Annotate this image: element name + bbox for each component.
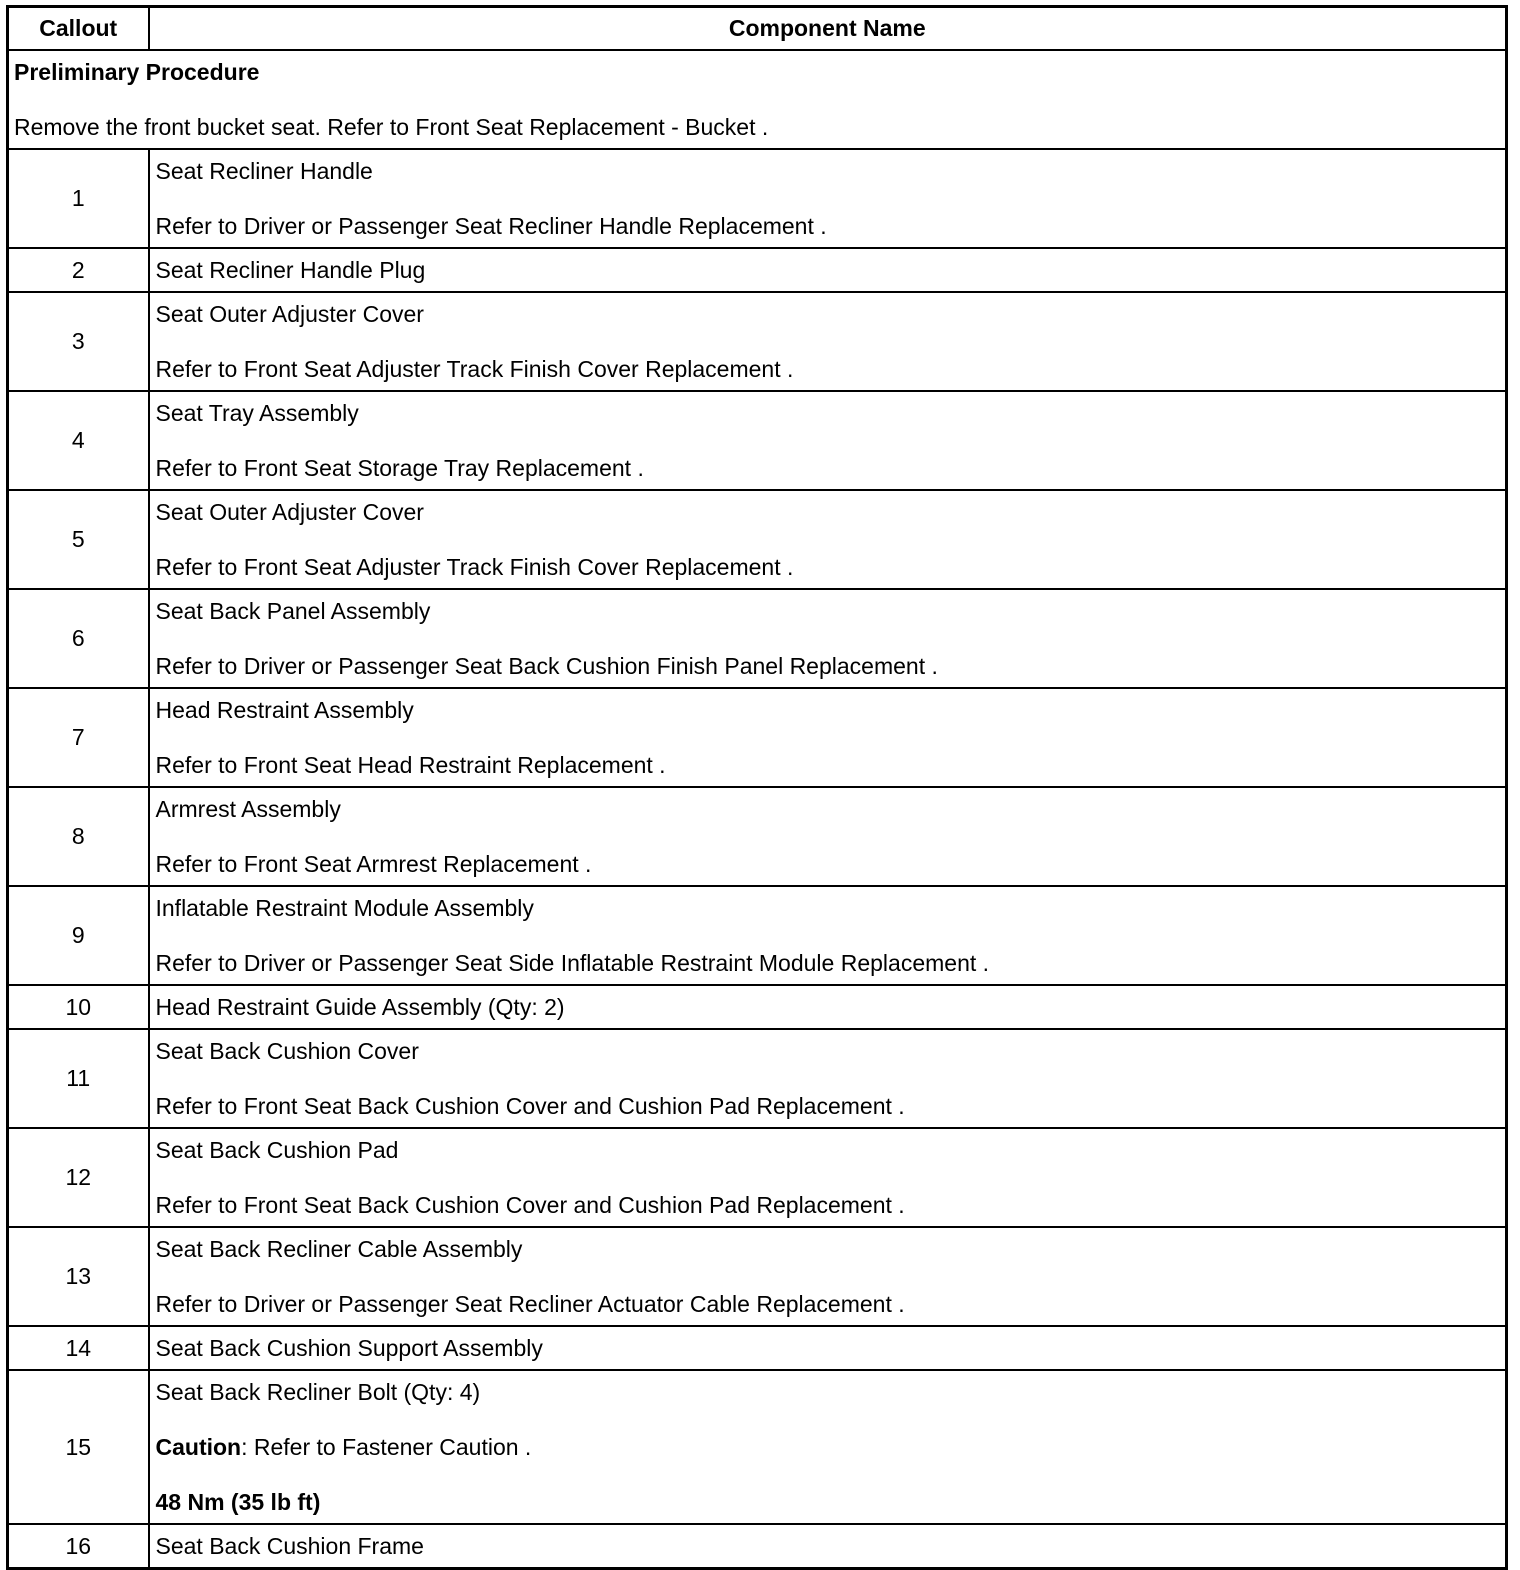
- table-row: [8, 1326, 1507, 1370]
- torque-spec: 48 Nm (35 lb ft): [155, 1489, 321, 1515]
- component-cell: [149, 490, 1507, 589]
- table-row: [8, 490, 1507, 589]
- components-table-wrapper: [6, 5, 1508, 1570]
- table-row: [8, 985, 1507, 1029]
- callout-number: 11: [8, 1029, 149, 1128]
- table-row: [8, 149, 1507, 248]
- header-row: [8, 7, 1507, 51]
- table-row: [8, 248, 1507, 292]
- component-name: Inflatable Restraint Module Assembly: [155, 895, 534, 921]
- preliminary-procedure-row: [8, 50, 1507, 149]
- component-cell: [149, 1029, 1507, 1128]
- component-cell: [149, 985, 1507, 1029]
- callout-number: 16: [8, 1524, 149, 1569]
- reference-note: Refer to Front Seat Adjuster Track Finish Cover Replacement .: [155, 356, 794, 382]
- reference-note: Refer to Front Seat Head Restraint Replacement .: [155, 752, 666, 778]
- table-row: [8, 391, 1507, 490]
- table-row: [8, 589, 1507, 688]
- table-row: [8, 1524, 1507, 1569]
- component-cell: [149, 589, 1507, 688]
- component-name: Head Restraint Guide Assembly (Qty: 2): [155, 994, 565, 1020]
- component-cell: [149, 1227, 1507, 1326]
- component-cell: [149, 1370, 1507, 1524]
- caution-note: [156, 1433, 1500, 1461]
- component-name: Seat Back Recliner Cable Assembly: [155, 1236, 523, 1262]
- component-name: Head Restraint Assembly: [155, 697, 414, 723]
- component-name: Seat Recliner Handle: [155, 158, 373, 184]
- component-name: Seat Outer Adjuster Cover: [155, 499, 424, 525]
- table-row: [8, 292, 1507, 391]
- callout-number: 6: [8, 589, 149, 688]
- callout-number: 12: [8, 1128, 149, 1227]
- component-name: Seat Tray Assembly: [155, 400, 359, 426]
- reference-note: Refer to Driver or Passenger Seat Recliner Handle Replacement .: [155, 213, 827, 239]
- reference-note: Refer to Front Seat Back Cushion Cover and Cushion Pad Replacement .: [155, 1093, 905, 1119]
- callout-number: 1: [8, 149, 149, 248]
- table-row: [8, 886, 1507, 985]
- callout-number: 3: [8, 292, 149, 391]
- component-cell: [149, 248, 1507, 292]
- table-row: [8, 1370, 1507, 1524]
- callout-number: 5: [8, 490, 149, 589]
- callout-number: 13: [8, 1227, 149, 1326]
- component-cell: [149, 1128, 1507, 1227]
- component-name: Seat Back Cushion Support Assembly: [155, 1335, 543, 1361]
- callout-number: 2: [8, 248, 149, 292]
- callout-number: 9: [8, 886, 149, 985]
- component-cell: [149, 688, 1507, 787]
- callout-number: 10: [8, 985, 149, 1029]
- table-row: [8, 1227, 1507, 1326]
- callout-number: 15: [8, 1370, 149, 1524]
- table-row: [8, 688, 1507, 787]
- table-row: [8, 787, 1507, 886]
- callout-number: 7: [8, 688, 149, 787]
- component-name: Seat Recliner Handle Plug: [155, 257, 426, 283]
- table-row: [8, 1029, 1507, 1128]
- component-name: Seat Back Recliner Bolt (Qty: 4): [155, 1379, 481, 1405]
- reference-note: Refer to Front Seat Back Cushion Cover and Cushion Pad Replacement .: [155, 1192, 905, 1218]
- preliminary-procedure-text: Remove the front bucket seat. Refer to Front Seat Replacement - Bucket .: [14, 114, 769, 140]
- component-cell: [149, 391, 1507, 490]
- component-name: Seat Outer Adjuster Cover: [155, 301, 424, 327]
- table-row: [8, 1128, 1507, 1227]
- reference-note: Refer to Driver or Passenger Seat Back Cushion Finish Panel Replacement .: [155, 653, 938, 679]
- reference-note: Refer to Driver or Passenger Seat Recliner Actuator Cable Replacement .: [155, 1291, 905, 1317]
- reference-note: Refer to Front Seat Adjuster Track Finish Cover Replacement .: [155, 554, 794, 580]
- reference-note: Refer to Front Seat Armrest Replacement .: [155, 851, 592, 877]
- components-table: [6, 5, 1508, 1570]
- reference-note: Refer to Driver or Passenger Seat Side Inflatable Restraint Module Replacement .: [155, 950, 990, 976]
- component-cell: [149, 1326, 1507, 1370]
- reference-note: Refer to Front Seat Storage Tray Replacement .: [155, 455, 644, 481]
- component-cell: [149, 1524, 1507, 1569]
- caution-label: Caution: [155, 1434, 242, 1460]
- callout-column-header: Callout: [8, 7, 149, 51]
- component-name: Seat Back Cushion Frame: [155, 1533, 424, 1559]
- component-name: Seat Back Cushion Cover: [155, 1038, 419, 1064]
- component-name: Armrest Assembly: [155, 796, 341, 822]
- component-cell: [149, 149, 1507, 248]
- component-name-column-header: Component Name: [149, 7, 1507, 51]
- callout-number: 14: [8, 1326, 149, 1370]
- callout-number: 4: [8, 391, 149, 490]
- preliminary-procedure-title: Preliminary Procedure: [14, 59, 260, 85]
- caution-text: : Refer to Fastener Caution .: [241, 1434, 532, 1460]
- component-cell: [149, 886, 1507, 985]
- component-cell: [149, 292, 1507, 391]
- callout-number: 8: [8, 787, 149, 886]
- component-name: Seat Back Cushion Pad: [155, 1137, 399, 1163]
- component-cell: [149, 787, 1507, 886]
- preliminary-procedure-cell: [8, 50, 1507, 149]
- component-name: Seat Back Panel Assembly: [155, 598, 431, 624]
